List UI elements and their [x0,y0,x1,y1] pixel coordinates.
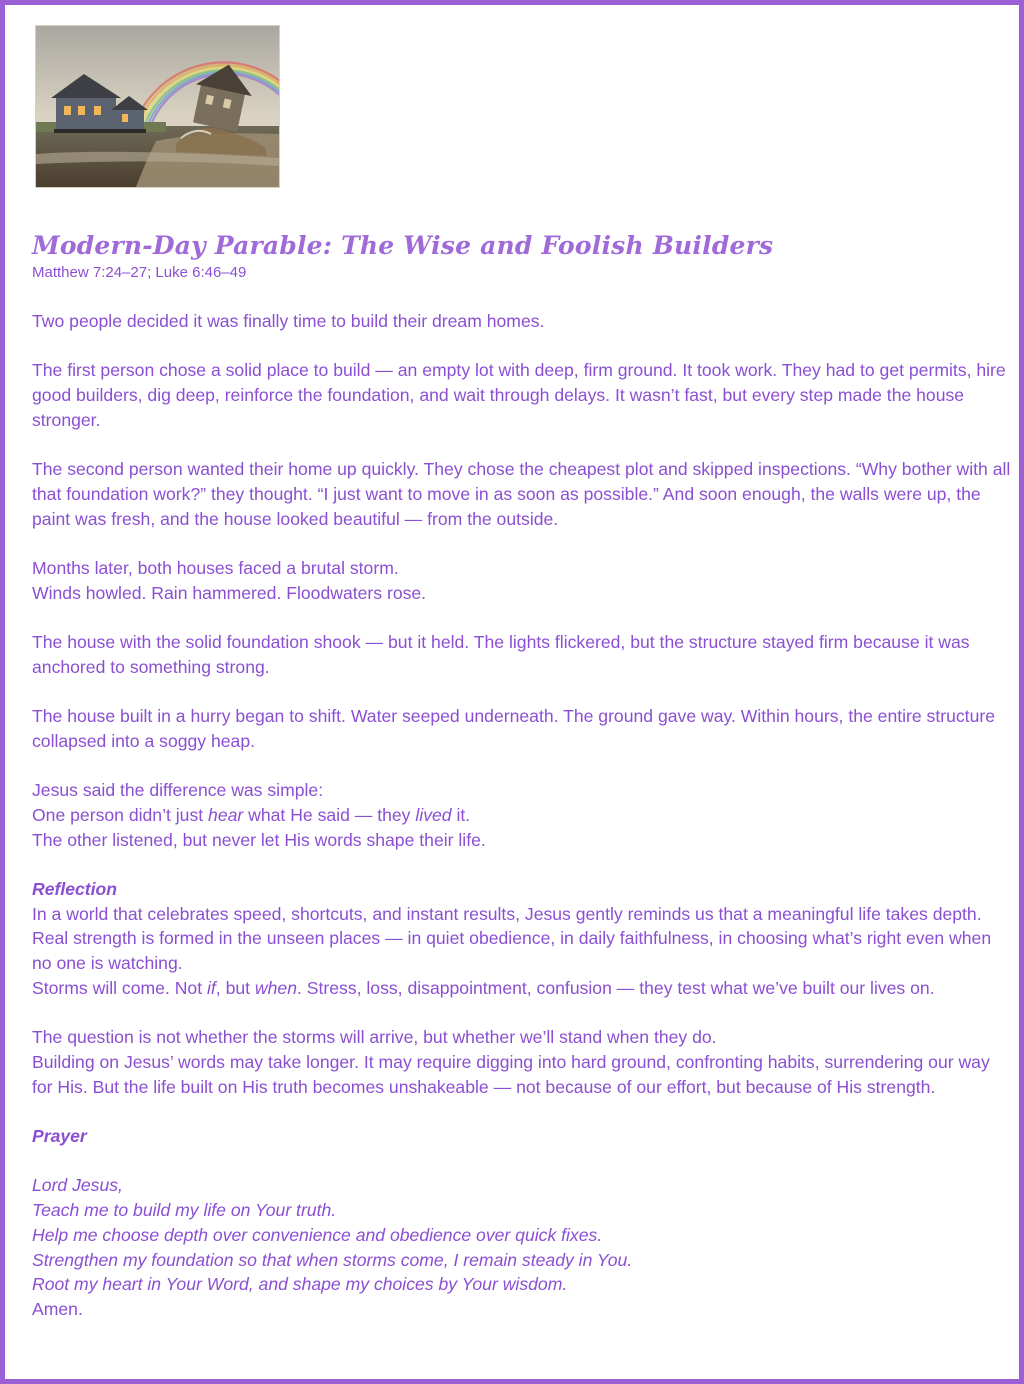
paragraph: The house built in a hurry began to shift. Water seeped underneath. The ground gave way. Within hours, the entire structure collapsed into a soggy heap. [32,706,995,751]
rainbow-houses-illustration [36,26,279,187]
reflection-heading: Reflection [32,879,118,900]
devotional-content [32,230,1012,1322]
reflection-paragraph: The question is not whether the storms will arrive, but whether we’ll stand when they do. [32,1027,717,1048]
emphasis-hear: hear [208,804,244,825]
reflection-paragraph: In a world that celebrates speed, shortcuts, and instant results, Jesus gently reminds us that a meaningful life takes depth. Real strength is formed in the unseen places — in quiet obedience, in daily faithfulness, in choosing what’s right even when no one is watching. [32,903,992,974]
prayer-line: Teach me to build my life on Your truth. [32,1200,337,1221]
reflection-paragraph [32,976,1012,1001]
paragraph: Two people decided it was finally time to build their dream homes. [32,311,545,331]
text-run: it. [451,804,471,825]
reflection-paragraph: Building on Jesus’ words may take longer. It may require digging into hard ground, confronting habits, surrendering our way for His. But the life built on His truth becomes unshakeable — not because of our effort, but because of His strength. [32,1051,990,1097]
prayer-line: Help me choose depth over convenience and obedience over quick fixes. [32,1224,603,1245]
paragraph: The second person wanted their home up quickly. They chose the cheapest plot and skipped inspections. “Why bother with all that foundation work?” they thought. “I just want to move in as soon as possible.” And soon enough, the walls were up, the paint was fresh, and the house looked beautiful — from the outside. [32,459,1011,529]
prayer-line: Strengthen my foundation so that when storms come, I remain steady in You. [32,1249,633,1270]
emphasis-lived: lived [415,804,452,825]
paragraph: The house with the solid foundation shook — but it held. The lights flickered, but the structure stayed firm because it was anchored to something strong. [32,632,970,677]
page-title: Modern-Day Parable: The Wise and Foolish Builders [32,231,774,260]
text-run: Storms will come. Not [32,977,207,998]
paragraph: The first person chose a solid place to build — an empty lot with deep, firm ground. It took work. They had to get permits, hire good builders, dig deep, reinforce the foundation, and wait through delays. It wasn’t fast, but every step made the house stronger. [32,360,1006,430]
text-run: One person didn’t just [32,804,209,825]
text-run: what He said — they [243,804,416,825]
paragraph: Winds howled. Rain hammered. Floodwaters rose. [32,582,427,603]
text-run: . Stress, loss, disappointment, confusion — they test what we’ve built our lives on. [296,977,935,998]
parable-illustration-image [35,25,280,188]
prayer-line: Lord Jesus, [32,1175,123,1196]
paragraph: Months later, both houses faced a brutal storm. [32,557,399,578]
prayer-heading: Prayer [32,1126,87,1147]
emphasis-if: if [207,977,216,998]
paragraph [32,803,1012,828]
paragraph: The other listened, but never let His words shape their life. [32,829,486,850]
paragraph: Jesus said the difference was simple: [32,780,324,801]
prayer-line: Root my heart in Your Word, and shape my choices by Your wisdom. [32,1274,568,1295]
scripture-reference: Matthew 7:24–27; Luke 6:46–49 [32,264,247,281]
text-run: , but [215,977,255,998]
emphasis-when: when [254,977,297,998]
prayer-amen: Amen. [32,1298,83,1319]
